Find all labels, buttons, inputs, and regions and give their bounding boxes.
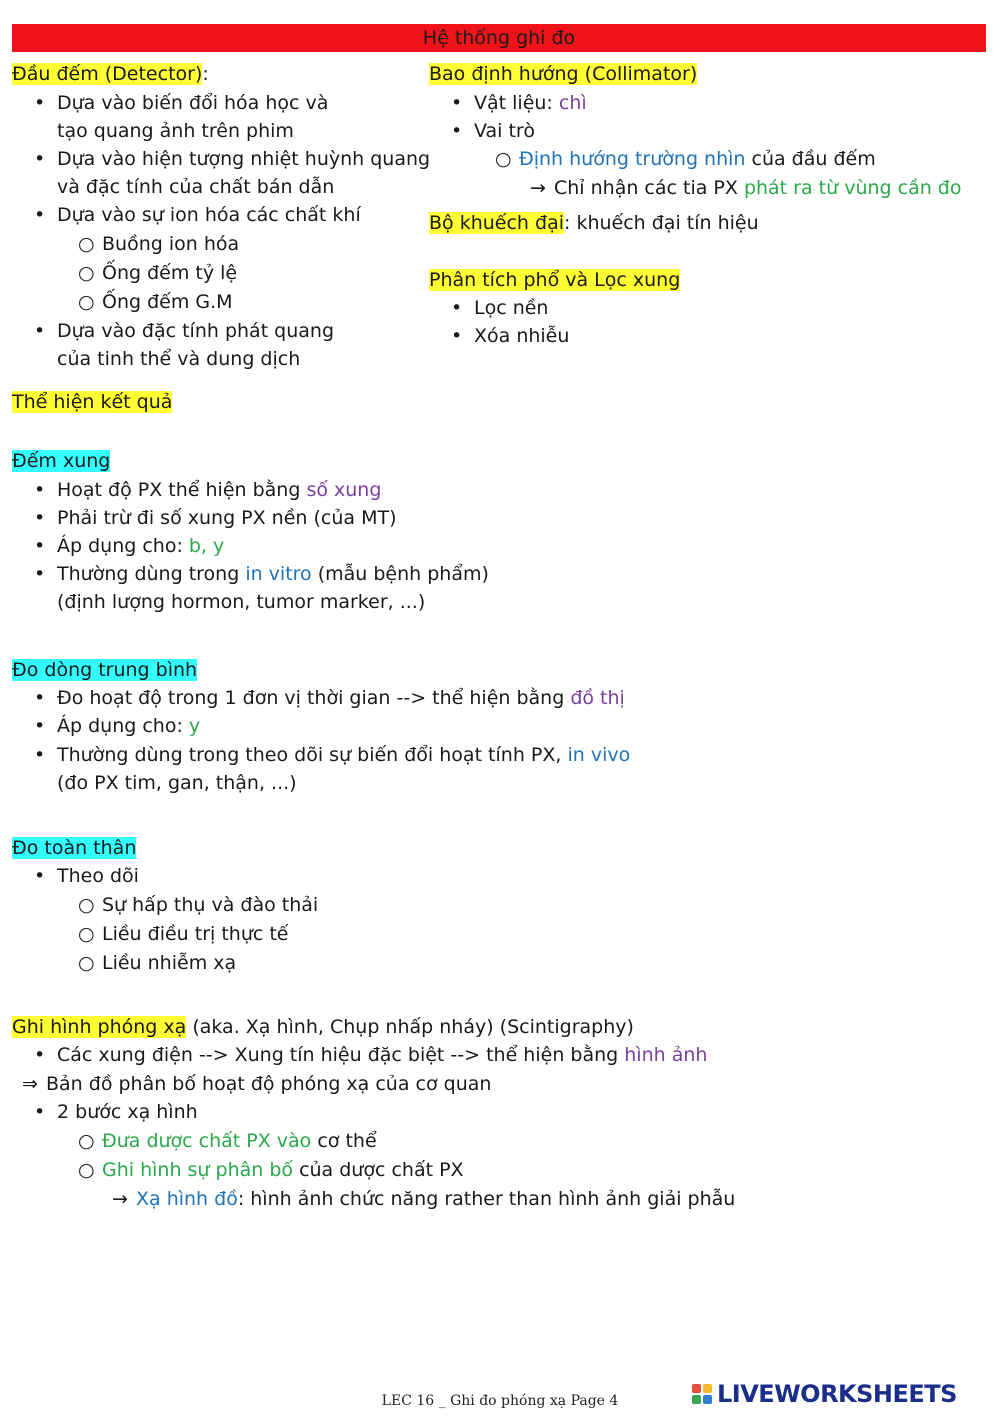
bullet-icon: •	[451, 297, 463, 319]
liveworksheets-logo	[692, 1378, 957, 1410]
text-span: in vitro	[245, 563, 312, 585]
text-line	[429, 211, 759, 235]
text-span: cơ thể	[311, 1130, 377, 1152]
text-line	[34, 1043, 707, 1067]
text-line	[78, 290, 233, 314]
circle-bullet-icon: ○	[78, 894, 95, 916]
bullet-icon: •	[34, 535, 46, 557]
text-span: Áp dụng cho:	[57, 715, 189, 737]
text-span: Thường dùng trong theo dõi sự biến đổi hoạt tính PX,	[57, 744, 568, 766]
text-line	[34, 506, 397, 530]
text-line	[34, 147, 430, 171]
text-span: Đưa dược chất PX vào	[102, 1130, 312, 1152]
text-span: (mẫu bệnh phẩm)	[311, 563, 489, 585]
logo-mark-icon	[692, 1384, 712, 1404]
bullet-icon: •	[34, 204, 46, 226]
arrow-icon: →	[530, 177, 546, 199]
text-span: 2 bước xạ hình	[57, 1101, 198, 1123]
bullet-icon: •	[34, 320, 46, 342]
text-line	[451, 296, 548, 320]
circle-bullet-icon: ○	[78, 952, 95, 974]
text-span: in vivo	[567, 744, 631, 766]
highlighted-heading: Đo dòng trung bình	[12, 659, 198, 681]
text-span: đồ thị	[570, 687, 625, 709]
text-span: Chỉ nhận các tia PX	[554, 177, 744, 199]
text-line	[34, 562, 489, 586]
text-line	[78, 1158, 464, 1182]
circle-bullet-icon: ○	[78, 262, 95, 284]
text-line	[34, 864, 139, 888]
bullet-icon: •	[34, 563, 46, 585]
text-span: và đặc tính của chất bán dẫn	[57, 176, 335, 198]
logo-square-icon	[703, 1395, 712, 1404]
text-span: Hoạt độ PX thể hiện bằng	[57, 479, 307, 501]
logo-square-icon	[692, 1384, 701, 1393]
text-span: : hình ảnh chức năng rather than hình ảnh giải phẫu	[237, 1188, 736, 1210]
text-span: Dựa vào đặc tính phát quang	[57, 320, 335, 342]
text-line	[34, 478, 381, 502]
bullet-icon: •	[34, 1101, 46, 1123]
section-banner: Hệ thống ghi đo	[12, 24, 986, 52]
bullet-icon: •	[34, 148, 46, 170]
text-span: tạo quang ảnh trên phim	[57, 120, 294, 142]
text-span: Bản đồ phân bố hoạt độ phóng xạ của cơ quan	[46, 1073, 492, 1095]
text-line	[112, 1187, 735, 1211]
text-span: b, y	[188, 535, 225, 557]
text-span: chì	[558, 92, 587, 114]
highlighted-heading: Phân tích phổ và Lọc xung	[429, 269, 681, 291]
text-line	[451, 324, 569, 348]
text-line	[78, 922, 288, 946]
brand-name: LIVEWORKSHEETS	[717, 1380, 957, 1408]
arrow-icon: ⇒	[22, 1073, 38, 1095]
text-span: hình ảnh	[624, 1044, 708, 1066]
text-span: Ghi hình sự phân bố	[102, 1159, 294, 1181]
text-line	[12, 836, 136, 860]
text-span: Theo dõi	[57, 865, 139, 887]
text-span: Liều nhiễm xạ	[102, 952, 237, 974]
bullet-icon: •	[34, 479, 46, 501]
page-footer: LEC 16 _ Ghi đo phóng xạ Page 4	[381, 1393, 619, 1409]
circle-bullet-icon: ○	[78, 291, 95, 313]
text-line	[429, 62, 697, 86]
text-line	[78, 1129, 377, 1153]
text-span: Đo hoạt độ trong 1 đơn vị thời gian --> thể hiện bằng	[57, 687, 571, 709]
text-span: Sự hấp thụ và đào thải	[102, 894, 319, 916]
text-line	[78, 261, 237, 285]
text-line	[530, 176, 961, 200]
text-line	[34, 714, 200, 738]
text-span: Phải trừ đi số xung PX nền (của MT)	[57, 507, 397, 529]
text-span: của dược chất PX	[293, 1159, 464, 1181]
logo-square-icon	[692, 1395, 701, 1404]
text-span: số xung	[306, 479, 382, 501]
circle-bullet-icon: ○	[78, 1159, 95, 1181]
text-line	[57, 175, 334, 199]
text-span: (aka. Xạ hình, Chụp nhấp nháy) (Scintigraphy)	[186, 1016, 634, 1038]
bullet-icon: •	[34, 92, 46, 114]
text-span: Lọc nền	[474, 297, 549, 319]
text-line	[451, 119, 535, 143]
highlighted-heading: Ghi hình phóng xạ	[12, 1016, 187, 1038]
text-span: Áp dụng cho:	[57, 535, 189, 557]
arrow-icon: →	[112, 1188, 128, 1210]
text-span: phát ra từ vùng cần đo	[743, 177, 962, 199]
circle-bullet-icon: ○	[78, 233, 95, 255]
text-line	[34, 319, 334, 343]
text-line	[12, 390, 172, 414]
text-span: Thường dùng trong	[57, 563, 246, 585]
text-line	[429, 268, 680, 292]
text-span: (đo PX tim, gan, thận, ...)	[57, 772, 297, 794]
text-line	[57, 590, 425, 614]
text-span: Xóa nhiễu	[474, 325, 570, 347]
highlighted-heading: Đo toàn thân	[12, 837, 137, 859]
text-line	[78, 232, 239, 256]
text-span: : khuếch đại tín hiệu	[564, 212, 759, 234]
text-span: Buồng ion hóa	[102, 233, 240, 255]
text-line	[78, 951, 236, 975]
bullet-icon: •	[34, 744, 46, 766]
text-span: của đầu đếm	[745, 148, 876, 170]
text-span: Dựa vào biến đổi hóa học và	[57, 92, 329, 114]
text-span: Ống đếm G.M	[102, 291, 233, 313]
text-span: Ống đếm tỷ lệ	[102, 262, 238, 284]
text-span: Các xung điện --> Xung tín hiệu đặc biệt --> thể hiện bằng	[57, 1044, 625, 1066]
bullet-icon: •	[451, 92, 463, 114]
text-line	[57, 119, 294, 143]
text-span: y	[188, 715, 201, 737]
text-span: của tinh thể và dung dịch	[57, 348, 301, 370]
text-line	[12, 1015, 634, 1039]
circle-bullet-icon: ○	[78, 1130, 95, 1152]
text-line	[12, 658, 197, 682]
text-span: Liều điều trị thực tế	[102, 923, 289, 945]
bullet-icon: •	[34, 865, 46, 887]
text-line	[57, 347, 300, 371]
text-line	[451, 91, 587, 115]
text-span: Dựa vào sự ion hóa các chất khí	[57, 204, 361, 226]
bullet-icon: •	[451, 325, 463, 347]
bullet-icon: •	[451, 120, 463, 142]
highlighted-heading: Đếm xung	[12, 450, 111, 472]
text-line	[34, 91, 328, 115]
text-span: :	[202, 63, 209, 85]
text-line	[22, 1072, 491, 1096]
highlighted-heading: Thể hiện kết quả	[12, 391, 173, 413]
text-line	[12, 449, 110, 473]
highlighted-heading: Đầu đếm (Detector)	[12, 63, 203, 85]
highlighted-heading: Bao định hướng (Collimator)	[429, 63, 698, 85]
logo-square-icon	[703, 1384, 712, 1393]
text-line	[34, 743, 630, 767]
text-line	[34, 686, 625, 710]
bullet-icon: •	[34, 1044, 46, 1066]
highlighted-heading: Bộ khuếch đại	[429, 212, 564, 234]
bullet-icon: •	[34, 715, 46, 737]
text-span: Vai trò	[474, 120, 535, 142]
text-line	[12, 62, 209, 86]
text-line	[34, 203, 361, 227]
text-line	[34, 534, 224, 558]
text-span: (định lượng hormon, tumor marker, ...)	[57, 591, 426, 613]
text-line	[34, 1100, 198, 1124]
text-span: Dựa vào hiện tượng nhiệt huỳnh quang	[57, 148, 431, 170]
text-span: Vật liệu:	[474, 92, 559, 114]
bullet-icon: •	[34, 687, 46, 709]
text-line	[57, 771, 297, 795]
text-line	[78, 893, 318, 917]
circle-bullet-icon: ○	[78, 923, 95, 945]
circle-bullet-icon: ○	[495, 148, 512, 170]
text-span: Xạ hình đồ	[136, 1188, 238, 1210]
bullet-icon: •	[34, 507, 46, 529]
text-span: Định hướng trường nhìn	[519, 148, 746, 170]
text-line	[495, 147, 876, 171]
